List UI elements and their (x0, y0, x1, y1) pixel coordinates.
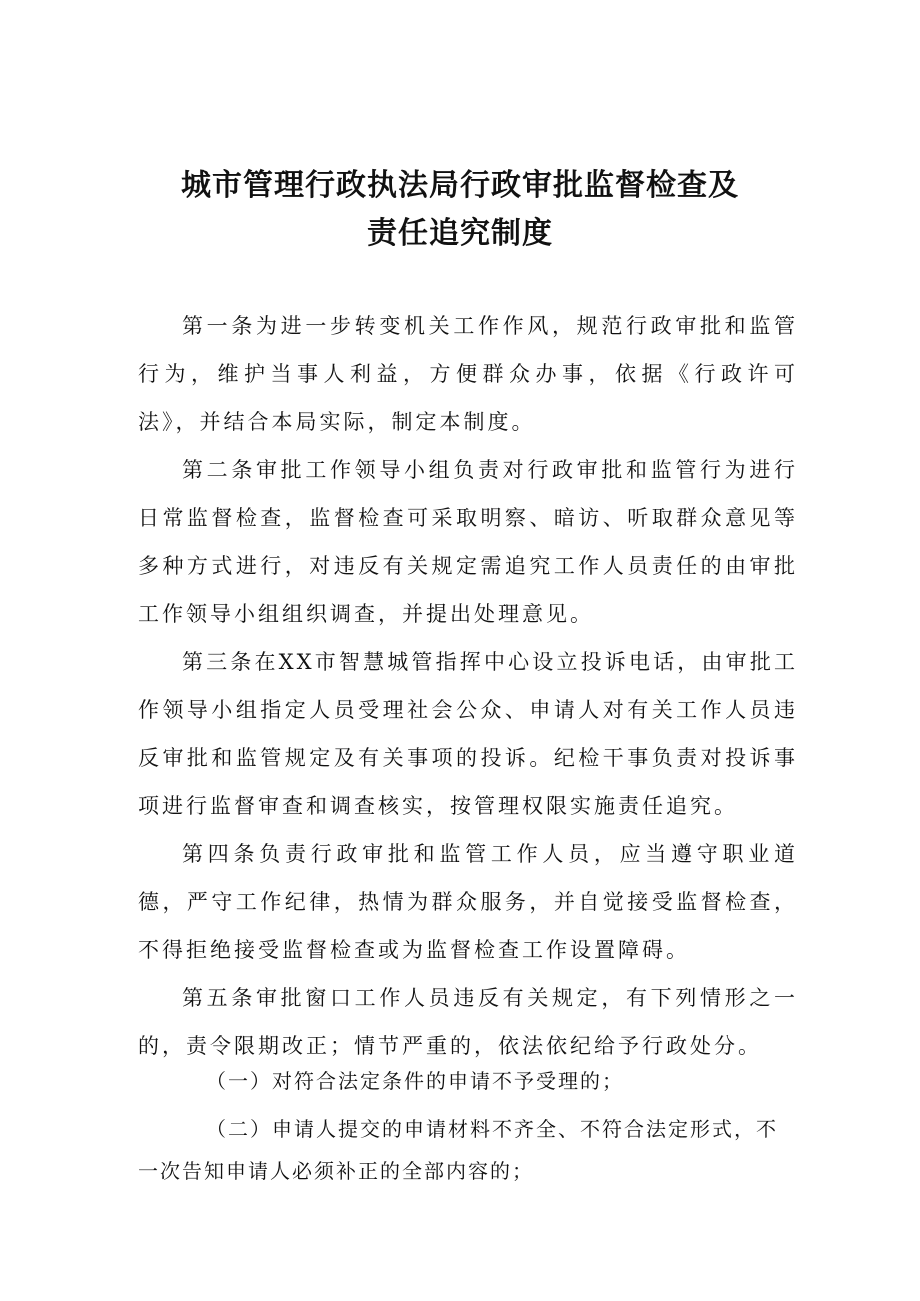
article-2-paragraph: 第二条审批工作领导小组负责对行政审批和监管行为进行日常监督检查，监督检查可采取明察、暗访、听取群众意见等多种方式进行，对违反有关规定需追究工作人员责任的由审批工作领导小组组织调查，并提出处理意见。 (138, 458, 798, 626)
article-5-paragraph: 第五条审批窗口工作人员违反有关规定，有下列情形之一的，责令限期改正；情节严重的，依法依纪给予行政处分。 (138, 986, 798, 1058)
list-item-1: （一）对符合法定条件的申请不予受理的； (206, 1069, 624, 1093)
article-1-paragraph: 第一条为进一步转变机关工作作风，规范行政审批和监管行为，维护当事人利益，方便群众办事，依据《行政许可法》，并结合本局实际，制定本制度。 (138, 314, 798, 434)
article-3-paragraph: 第三条在XX市智慧城管指挥中心设立投诉电话，由审批工作领导小组指定人员受理社会公众、申请人对有关工作人员违反审批和监管规定及有关事项的投诉。纪检干事负责对投诉事项进行监督审查和调查核实，按管理权限实施责任追究。 (138, 650, 798, 818)
list-item-2: （二）申请人提交的申请材料不齐全、不符合法定形式，不一次告知申请人必须补正的全部内容的； (138, 1117, 778, 1183)
document-title-line-1: 城市管理行政执法局行政审批监督检查及 (181, 168, 739, 203)
document-title-line-2: 责任追究制度 (367, 216, 553, 251)
article-4-paragraph: 第四条负责行政审批和监管工作人员，应当遵守职业道德，严守工作纪律，热情为群众服务，并自觉接受监督检查，不得拒绝接受监督检查或为监督检查工作设置障碍。 (138, 842, 798, 962)
